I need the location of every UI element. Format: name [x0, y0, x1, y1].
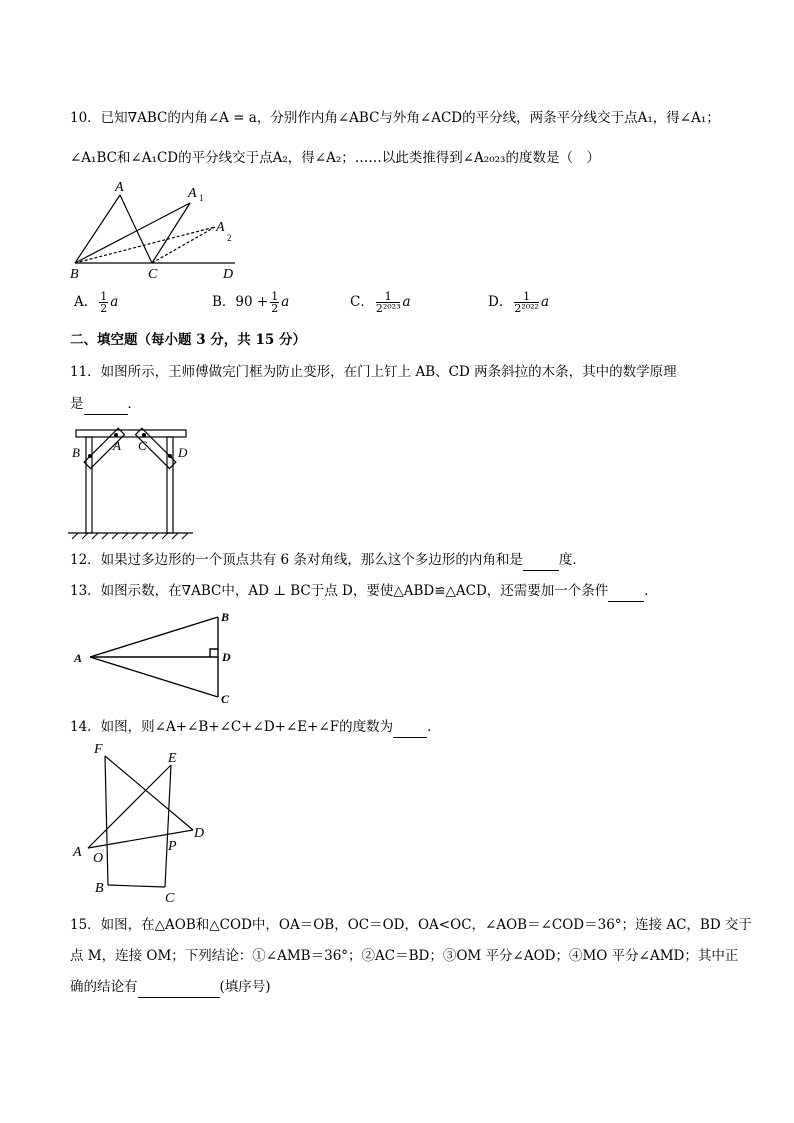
q14-label-D: D — [194, 826, 205, 841]
q11-line1: 11．如图所示，王师傅做完门框为防止变形，在门上钉上 AB、CD 两条斜拉的木条，其中的数学原理 — [70, 364, 677, 380]
q10-option-b[interactable]: B．90 + $\frac{1}{2}$ a — [212, 290, 290, 315]
q10-label-A2: A — [216, 220, 225, 235]
q10-line1: 10．已知∇ABC的内角∠A = a，分别作内角∠ABC与外角∠ACD的平分线，两条平分线交于点A₁，得∠A₁； — [70, 110, 720, 126]
q13-line: 13．如图示数，在∇ABC中，AD ⊥ BC于点 D，要使△ABD≌△ACD，还需要加一个条件 ． — [70, 581, 658, 602]
q14-answer-blank[interactable] — [393, 717, 427, 738]
q10-label-A1: A — [188, 186, 197, 201]
q11-label-C: C — [138, 438, 147, 453]
q12-answer-blank[interactable] — [523, 550, 559, 571]
q13-label-D: D — [222, 650, 231, 664]
q13-figure — [68, 605, 243, 710]
q11-answer-blank[interactable] — [84, 394, 128, 415]
q11-label-A: A — [113, 438, 121, 453]
q10-option-a[interactable]: A． $\frac{1}{2}$ a — [74, 290, 119, 315]
q14-label-B: B — [95, 881, 104, 896]
q14-label-F: F — [94, 742, 103, 757]
q14-label-O: O — [93, 851, 104, 866]
q15-line1: 15．如图，在△AOB和△COD中，OA＝OB，OC＝OD，OA<OC，∠AOB＝∠COD＝36°；连接 AC，BD 交于 — [70, 917, 752, 933]
q11-figure — [68, 418, 198, 540]
q13-answer-blank[interactable] — [608, 581, 644, 602]
q10-label-B: B — [70, 267, 79, 282]
q14-label-P: P — [168, 839, 177, 854]
q10-figure — [60, 175, 260, 285]
q14-line: 14．如图，则∠A+∠B+∠C+∠D+∠E+∠F的度数为 ． — [70, 717, 441, 738]
q13-label-A: A — [74, 651, 83, 665]
q14-label-A: A — [73, 845, 82, 860]
q15-answer-blank[interactable] — [138, 977, 220, 998]
q10-label-A1-sub: 1 — [199, 193, 204, 203]
q10-label-C: C — [148, 267, 158, 282]
q11-label-D: D — [178, 445, 188, 460]
q12-line: 12．如果过多边形的一个顶点共有 6 条对角线，那么这个多边形的内角和是 度． — [70, 550, 586, 571]
q13-label-C: C — [221, 692, 230, 706]
q10-label-A: A — [115, 180, 124, 195]
q13-label-B: B — [221, 610, 230, 624]
q14-figure — [68, 740, 218, 910]
q11-line2: 是 ． — [70, 394, 141, 415]
q11-label-B: B — [72, 445, 80, 460]
q10-option-c[interactable]: C． $\frac{1}{\text{2²⁰²³}}$ a — [350, 290, 411, 315]
q10-option-d[interactable]: D． $\frac{1}{\text{2²⁰²²}}$ a — [488, 290, 550, 315]
q10-label-A2-sub: 2 — [227, 233, 232, 243]
section-title: 二、填空题（每小题 3 分，共 15 分） — [70, 332, 306, 348]
q10-line2: ∠A₁BC和∠A₁CD的平分线交于点A₂，得∠A₂；……以此类推得到∠A₂₀₂₃的度数是（ ） — [70, 150, 600, 166]
q14-label-E: E — [168, 751, 177, 766]
q10-label-D: D — [223, 267, 234, 282]
q14-label-C: C — [165, 891, 175, 906]
q15-line3: 确的结论有 (填序号) — [70, 977, 271, 998]
q15-line2: 点 M，连接 OM；下列结论：①∠AMB＝36°；②AC＝BD；③OM 平分∠AOD；④MO 平分∠AMD；其中正 — [70, 948, 739, 964]
